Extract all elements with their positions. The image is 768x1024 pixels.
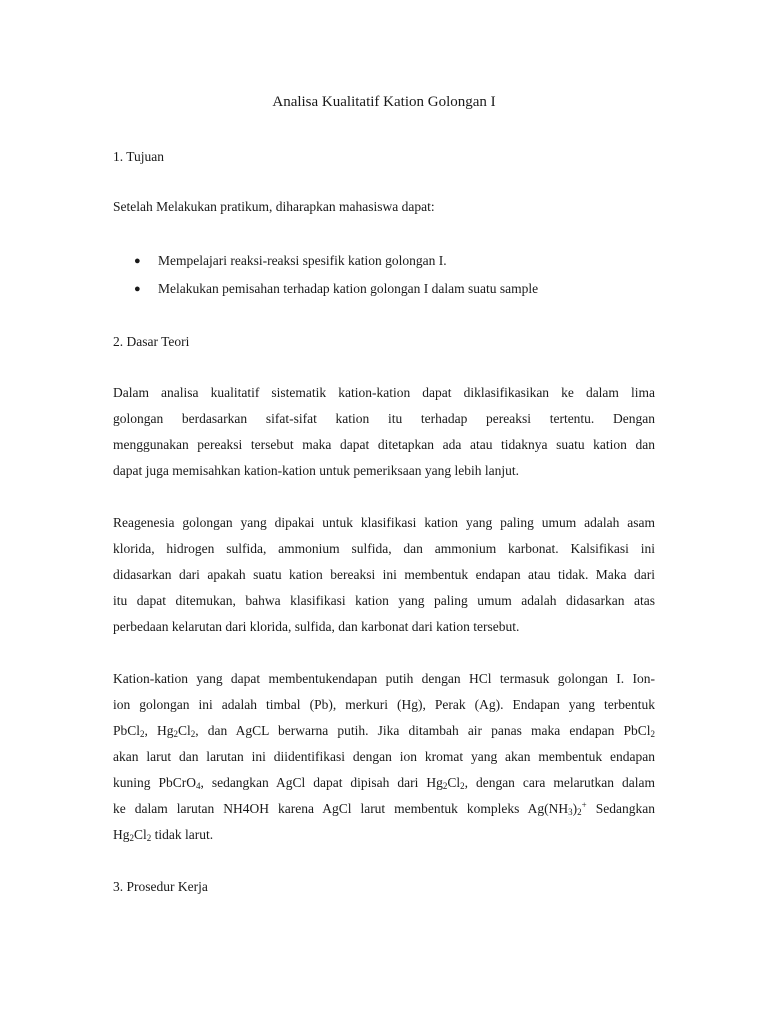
section-heading-tujuan: 1. Tujuan [113, 149, 165, 164]
section-intro: Setelah Melakukan pratikum, diharapkan mahasiswa dapat: [113, 199, 435, 214]
paragraph-line: Kation-kation yang dapat membentukendapan putih dengan HCl termasuk golongan I. Ion- [113, 671, 655, 686]
paragraph-line: dapat juga memisahkan kation-kation untuk pemeriksaan yang lebih lanjut. [113, 463, 520, 478]
paragraph-line: golongan berdasarkan sifat-sifat kation itu terhadap pereaksi tertentu. Dengan [113, 411, 655, 426]
paragraph-line: ke dalam larutan NH4OH karena AgCl larut membentuk kompleks $Ag(NH_3)_2^+$ Sedangkan [113, 800, 655, 817]
list-item: Melakukan pemisahan terhadap kation golongan I dalam suatu sample [158, 281, 539, 296]
section-heading-prosedur-kerja: 3. Prosedur Kerja [113, 879, 208, 894]
bullet-icon: ● [134, 255, 141, 267]
list-item: Mempelajari reaksi-reaksi spesifik kation golongan I. [158, 253, 447, 268]
bullet-icon: ● [134, 283, 141, 295]
paragraph-line: ion golongan ini adalah timbal (Pb), merkuri (Hg), Perak (Ag). Endapan yang terbentuk [113, 697, 655, 712]
document-title: Analisa Kualitatif Kation Golongan I [272, 94, 496, 110]
paragraph-line: klorida, hidrogen sulfida, ammonium sulfida, dan ammonium karbonat. Kalsifikasi ini [113, 541, 655, 556]
paragraph-line: akan larut dan larutan ini diidentifikasi dengan ion kromat yang akan membentuk endapan [113, 749, 655, 764]
paragraph-line: PbCl$_2$, $Hg_2Cl_2$, dan AgCL berwarna putih. Jika ditambah air panas maka endapan PbCl$_2$ [113, 723, 655, 739]
paragraph-line: perbedaan kelarutan dari klorida, sulfida, dan karbonat dari kation tersebut. [113, 619, 520, 634]
paragraph-line: itu dapat ditemukan, bahwa klasifikasi kation yang paling umum adalah didasarkan atas [113, 593, 655, 608]
paragraph-line: menggunakan pereaksi tersebut maka dapat ditetapkan ada atau tidaknya suatu kation dan [113, 437, 655, 452]
section-heading-dasar-teori: 2. Dasar Teori [113, 334, 190, 349]
paragraph-line: didasarkan dari apakah suatu kation bereaksi ini membentuk endapan atau tidak. Maka dari [113, 567, 655, 582]
paragraph-line: Reagenesia golongan yang dipakai untuk klasifikasi kation yang paling umum adalah asam [113, 515, 655, 530]
paragraph-line: Dalam analisa kualitatif sistematik kation-kation dapat diklasifikasikan ke dalam lima [113, 385, 655, 400]
paragraph-line: kuning PbCrO$_4$, sedangkan AgCl dapat dipisah dari $Hg_2Cl_2$, dengan cara melarutkan dalam [113, 775, 655, 791]
paragraph-line: $Hg_2Cl_2$ tidak larut. [113, 827, 214, 843]
